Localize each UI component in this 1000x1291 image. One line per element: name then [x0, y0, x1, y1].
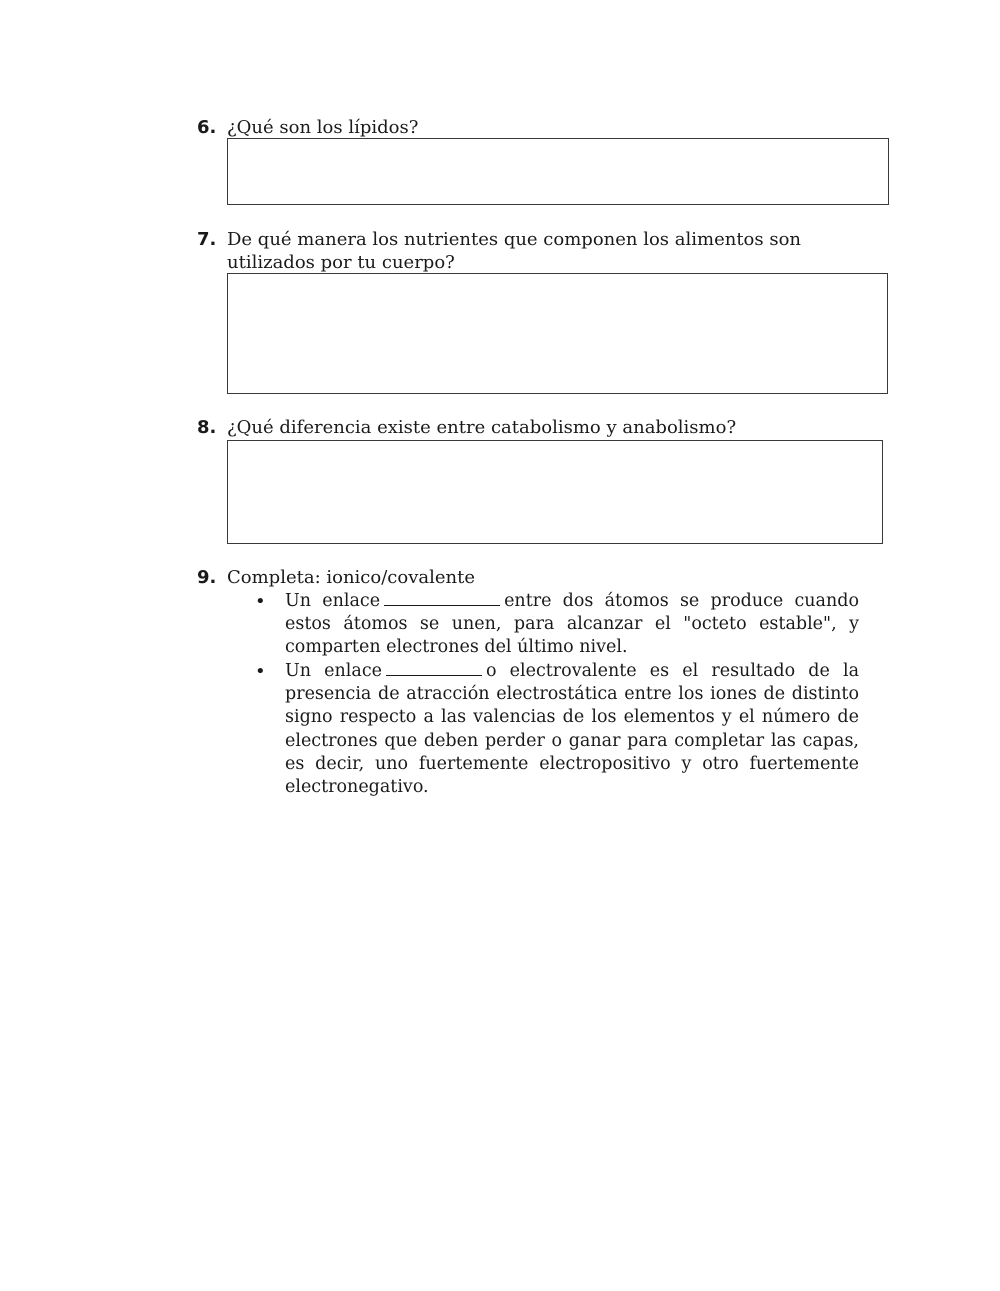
- fill-in-text: [285, 660, 859, 799]
- blank-field-2[interactable]: [386, 660, 482, 676]
- question-number: 7.: [197, 229, 217, 250]
- question-number: 8.: [197, 417, 217, 438]
- bullet-icon: •: [255, 661, 266, 682]
- question-text: ¿Qué diferencia existe entre catabolismo y anabolismo?: [227, 417, 737, 438]
- answer-box-6[interactable]: [227, 138, 889, 205]
- answer-box-7[interactable]: [227, 273, 888, 394]
- fill-in-item-1: [255, 590, 859, 660]
- text-before-blank: Un enlace: [285, 661, 382, 681]
- question-text: Completa: ionico/covalente: [227, 567, 475, 588]
- blank-field-1[interactable]: [384, 590, 500, 606]
- fill-in-item-2: [255, 660, 859, 805]
- text-before-blank: Un enlace: [285, 591, 381, 611]
- text-after-blank: o electrovalente es el resultado de la presencia de atracción electrostática entre los iones de distinto signo respecto a las valencias de los elementos y el número de electrones que deben perder o ganar para completar las capas, es decir, uno fuertemente electropositivo y otro fuertemente electronegativo.: [285, 661, 859, 798]
- question-text: ¿Qué son los lípidos?: [227, 117, 419, 138]
- question-text-line-2: utilizados por tu cuerpo?: [227, 252, 455, 273]
- text-after-blank: entre dos átomos se produce cuando estos átomos se unen, para alcanzar el "octeto estable", y comparten electrones del último nivel.: [285, 591, 859, 658]
- question-number: 9.: [197, 567, 217, 588]
- fill-in-text: [285, 590, 859, 660]
- question-text-line-1: De qué manera los nutrientes que componen los alimentos son: [227, 229, 802, 250]
- question-number: 6.: [197, 117, 217, 138]
- answer-box-8[interactable]: [227, 440, 883, 544]
- question-7: [0, 228, 1000, 278]
- bullet-icon: •: [255, 591, 266, 612]
